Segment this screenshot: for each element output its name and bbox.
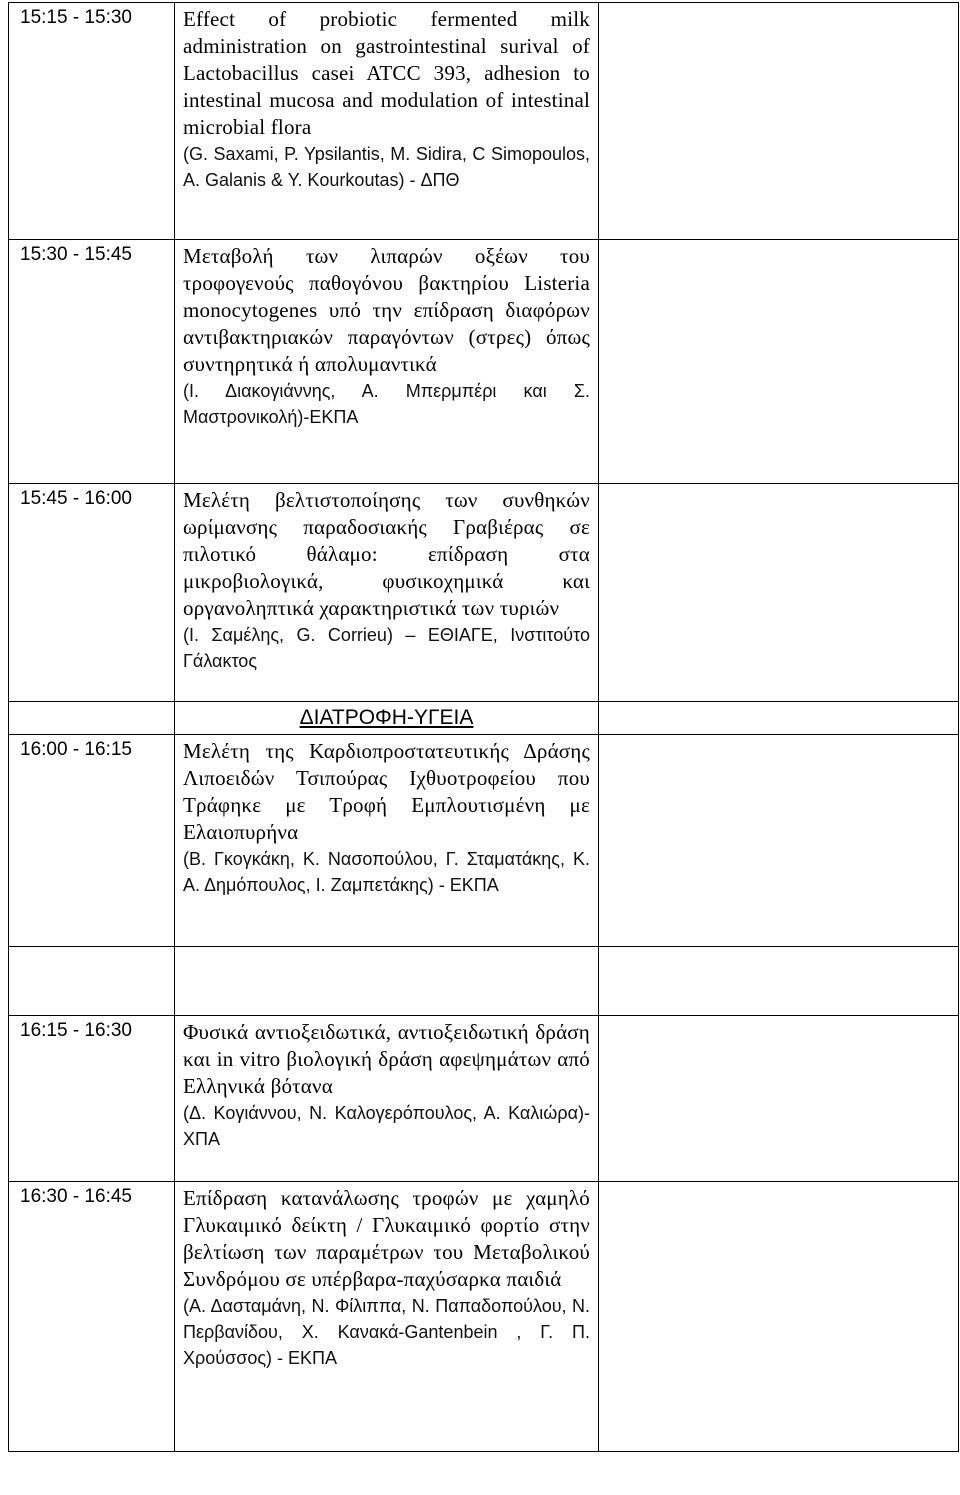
talk-title: Μεταβολή των λιπαρών οξέων του τροφογενούς παθογόνου βακτηρίου Listeria monocytogenes υπό την επίδραση διαφόρων αντιβακτηριακών παραγόντων (στρες) όπως συντηρητικά ή απολυμαντικά: [183, 244, 590, 376]
talk-title: Μελέτη της Καρδιοπροστατευτικής Δράσης Λιποειδών Τσιπούρας Ιχθυοτροφείου που Τράφηκε με Τροφή Εμπλουτισμένη με Ελαιοπυρήνα: [183, 739, 590, 844]
empty-cell: [599, 947, 959, 1016]
talk-cell: [175, 240, 599, 484]
empty-cell: [599, 240, 959, 484]
talk-authors: (G. Saxami, P. Ypsilantis, M. Sidira, C Simopoulos, A. Galanis & Y. Kourkoutas) - ΔΠΘ: [183, 144, 590, 190]
empty-cell: [599, 735, 959, 947]
talk-authors: (Α. Δασταμάνη, Ν. Φίλιππα, Ν. Παπαδοπούλου, Ν. Περβανίδου, Χ. Κανακά-Gantenbein , Γ. Π. Χρούσσος) - ΕΚΠΑ: [183, 1296, 590, 1368]
empty-cell: [599, 1182, 959, 1452]
empty-cell: [599, 484, 959, 702]
section-row: [9, 702, 959, 735]
session-time: 16:30 - 16:45: [9, 1182, 175, 1452]
talk-title: Φυσικά αντιοξειδωτικά, αντιοξειδωτική δράση και in vitro βιολογική δράση αφεψημάτων από Ελληνικά βότανα: [183, 1020, 590, 1098]
table-row: [9, 484, 959, 702]
empty-cell: [599, 3, 959, 240]
talk-cell: [175, 484, 599, 702]
empty-cell: [9, 702, 175, 735]
session-time: 16:00 - 16:15: [9, 735, 175, 947]
session-time: 15:30 - 15:45: [9, 240, 175, 484]
table-row: [9, 240, 959, 484]
table-row: [9, 1016, 959, 1182]
empty-cell: [175, 947, 599, 1016]
talk-authors: (Β. Γκογκάκη, Κ. Νασοπούλου, Γ. Σταματάκης, Κ. Α. Δημόπουλος, Ι. Ζαμπετάκης) - ΕΚΠΑ: [183, 849, 590, 895]
table-row: [9, 3, 959, 240]
talk-cell: [175, 3, 599, 240]
session-time: 15:45 - 16:00: [9, 484, 175, 702]
talk-authors: (Δ. Κογιάννου, Ν. Καλογερόπουλος, Α. Καλιώρα)- ΧΠΑ: [183, 1103, 590, 1149]
talk-cell: [175, 735, 599, 947]
talk-authors: (Ι. Σαμέλης, G. Corrieu) – ΕΘΙΑΓΕ, Ινστιτούτο Γάλακτος: [183, 625, 590, 671]
empty-row: [9, 947, 959, 1016]
empty-cell: [9, 947, 175, 1016]
talk-title: Μελέτη βελτιστοποίησης των συνθηκών ωρίμανσης παραδοσιακής Γραβιέρας σε πιλοτικό θάλαμο: επίδραση στα μικροβιολογικά, φυσικοχημικά και οργανοληπτικά χαρακτηριστικά των τυριών: [183, 488, 590, 620]
talk-title: Effect of probiotic fermented milk administration on gastrointestinal surival of Lactobacillus casei ATCC 393, adhesion to intestinal mucosa and modulation of intestinal microbial flora: [183, 7, 590, 139]
talk-authors: (Ι. Διακογιάννης, Α. Μπερμπέρι και Σ. Μαστρονικολή)-ΕΚΠΑ: [183, 381, 590, 427]
talk-cell: [175, 1182, 599, 1452]
program-page: [8, 2, 958, 1492]
empty-cell: [599, 1016, 959, 1182]
session-time: 16:15 - 16:30: [9, 1016, 175, 1182]
talk-cell: [175, 1016, 599, 1182]
table-row: [9, 735, 959, 947]
table-row: [9, 1182, 959, 1452]
section-heading: ΔΙΑΤΡΟΦΗ-ΥΓΕΙΑ: [175, 702, 599, 735]
talk-title: Επίδραση κατανάλωσης τροφών με χαμηλό Γλυκαιμικό δείκτη / Γλυκαιμικό φορτίο στην βελτίωση των παραμέτρων του Μεταβολικού Συνδρόμου σε υπέρβαρα-παχύσαρκα παιδιά: [183, 1186, 590, 1291]
program-table: [8, 2, 959, 1452]
session-time: 15:15 - 15:30: [9, 3, 175, 240]
empty-cell: [599, 702, 959, 735]
